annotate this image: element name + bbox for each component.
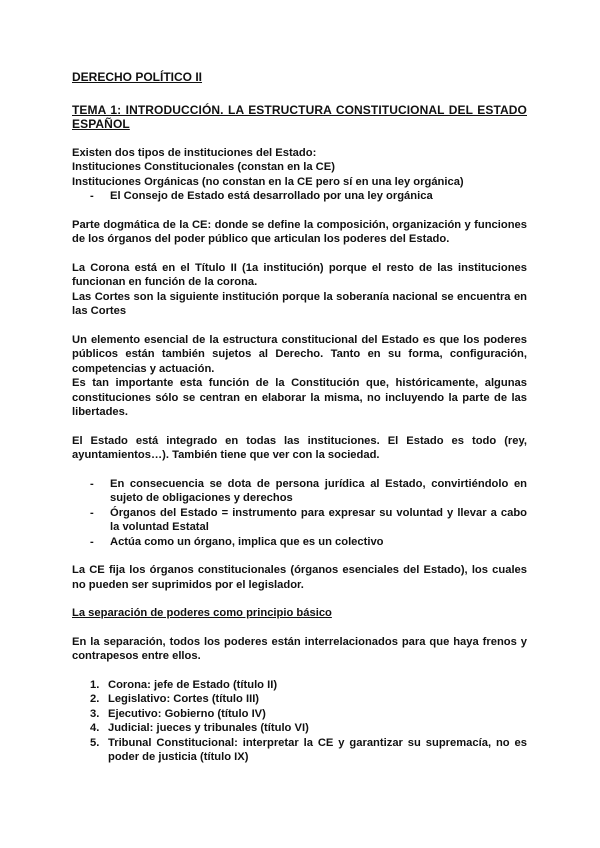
list-number: 2. [90,693,100,705]
list-number: 4. [90,722,100,734]
poderes-list [72,678,527,765]
paragraph-dogmatica: Parte dogmática de la CE: donde se define la composición, organización y funciones de los órganos del poder público que articulan los poderes del Estado. [72,218,527,245]
list-number: 5. [90,736,100,749]
document-body [72,66,527,765]
list-item-text: El Consejo de Estado está desarrollado por una ley orgánica [110,190,433,202]
paragraph-separacion: En la separación, todos los poderes están interrelacionados para que haya frenos y contrapesos entre ellos. [72,635,527,662]
list-item-text: Tribunal Constitucional: interpretar la CE y garantizar su supremacía, no es poder de justicia (título IX) [108,736,527,763]
bullet-marker: - [90,506,94,519]
estado-bullet-list [72,477,527,550]
tema-heading: TEMA 1: INTRODUCCIÓN. LA ESTRUCTURA CONSTITUCIONAL DEL ESTADO ESPAÑOL [72,102,527,131]
paragraph-cortes: Las Cortes son la siguiente institución porque la soberanía nacional se encuentra en las Cortes [72,290,527,317]
intro-block [72,146,527,204]
paragraph-elemento: Un elemento esencial de la estructura constitucional del Estado es que los poderes públicos están también sujetos al Derecho. Tanto en su forma, configuración, competencias y actuación. [72,333,527,375]
list-item [72,736,527,765]
document-title: DERECHO POLÍTICO II [72,70,203,84]
list-item [72,506,527,535]
list-item-text: Legislativo: Cortes (título III) [108,693,260,705]
paragraph-corona: La Corona está en el Título II (1a institución) porque el resto de las instituciones funcionan en función de la corona. [72,261,527,288]
paragraph-importante: Es tan importante esta función de la Constitución que, históricamente, algunas constituciones sólo se centran en elaborar la misma, no incluyendo la parte de las libertades. [72,377,527,418]
list-number: 1. [90,678,100,691]
section-heading: La separación de poderes como principio básico [72,607,332,619]
list-number: 3. [90,707,100,720]
list-item [72,692,527,707]
intro-line: Instituciones Constitucionales (constan en la CE) [72,161,335,173]
bullet-marker: - [90,190,94,202]
bullet-marker: - [90,477,94,490]
bullet-marker: - [90,535,94,548]
list-item [72,707,527,722]
list-item [72,535,527,550]
list-item-text: Corona: jefe de Estado (título II) [108,678,278,691]
list-item [72,678,527,693]
list-item-text: Actúa como un órgano, implica que es un colectivo [110,535,384,548]
intro-line: Instituciones Orgánicas (no constan en la CE pero sí en una ley orgánica) [72,175,464,188]
list-item-text: Ejecutivo: Gobierno (título IV) [108,707,266,720]
list-item [72,477,527,506]
intro-line: Existen dos tipos de instituciones del Estado: [72,146,317,159]
list-item-text: Órganos del Estado = instrumento para expresar su voluntad y llevar a cabo la voluntad Estatal [110,506,527,533]
paragraph-ce-fija: La CE fija los órganos constitucionales (órganos esenciales del Estado), los cuales no pueden ser suprimidos por el legislador. [72,564,527,591]
list-item [72,189,527,204]
paragraph-estado: El Estado está integrado en todas las instituciones. El Estado es todo (rey, ayuntamientos…). También tiene que ver con la sociedad. [72,434,527,461]
intro-bullet-list [72,189,527,204]
list-item-text: Judicial: jueces y tribunales (título VI) [108,722,309,734]
list-item-text: En consecuencia se dota de persona jurídica al Estado, convirtiéndolo en sujeto de obligaciones y derechos [110,477,527,504]
list-item [72,721,527,736]
